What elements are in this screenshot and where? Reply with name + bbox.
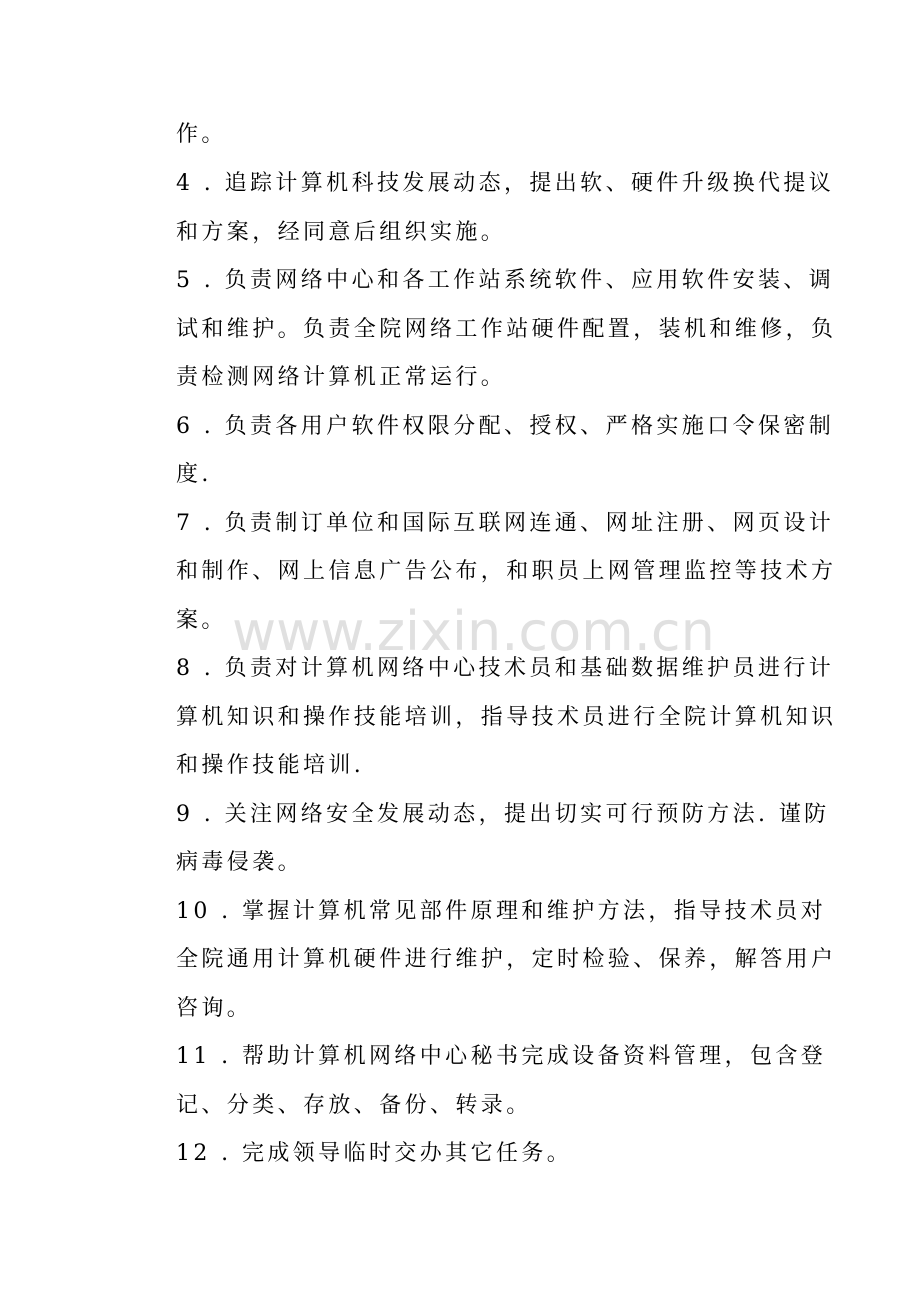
text-line: 责检测网络计算机正常运行。	[176, 365, 507, 390]
text-line: 8 . 负责对计算机网络中心技术员和基础数据维护员进行计	[176, 656, 835, 681]
text-line: 7 . 负责制订单位和国际互联网连通、网址注册、网页设计	[176, 511, 835, 536]
text-line: 咨询。	[176, 996, 253, 1021]
watermark: www.zixin.com.cn	[232, 600, 715, 663]
text-line: 记、分类、存放、备份、转录。	[176, 1093, 532, 1118]
text-line: 和制作、网上信息广告公布，和职员上网管理监控等技术方	[176, 559, 837, 584]
text-line: 和方案，经同意后组织实施。	[176, 220, 507, 245]
text-line: 全院通用计算机硬件进行维护，定时检验、保养，解答用户	[176, 947, 837, 972]
text-line: 6 . 负责各用户软件权限分配、授权、严格实施口令保密制	[176, 414, 835, 439]
text-line: 病毒侵袭。	[176, 850, 304, 875]
text-line: 11 . 帮助计算机网络中心秘书完成设备资料管理，包含登	[176, 1044, 827, 1069]
text-line: 案。	[176, 608, 227, 633]
text-line: 5 . 负责网络中心和各工作站系统软件、应用软件安装、调	[176, 268, 835, 293]
text-line: 度.	[176, 462, 212, 487]
text-line: 作。	[176, 122, 227, 147]
text-line: 算机知识和操作技能培训，指导技术员进行全院计算机知识	[176, 705, 837, 730]
text-line: 4 . 追踪计算机科技发展动态，提出软、硬件升级换代提议	[176, 171, 835, 196]
text-line: 12 . 完成领导临时交办其它任务。	[176, 1141, 573, 1166]
text-line: 试和维护。负责全院网络工作站硬件配置，装机和维修，负	[176, 317, 837, 342]
text-line: 10 . 掌握计算机常见部件原理和维护方法，指导技术员对	[176, 899, 827, 924]
text-line: 和操作技能培训.	[176, 753, 365, 778]
text-line: 9 . 关注网络安全发展动态，提出切实可行预防方法. 谨防	[176, 802, 830, 827]
